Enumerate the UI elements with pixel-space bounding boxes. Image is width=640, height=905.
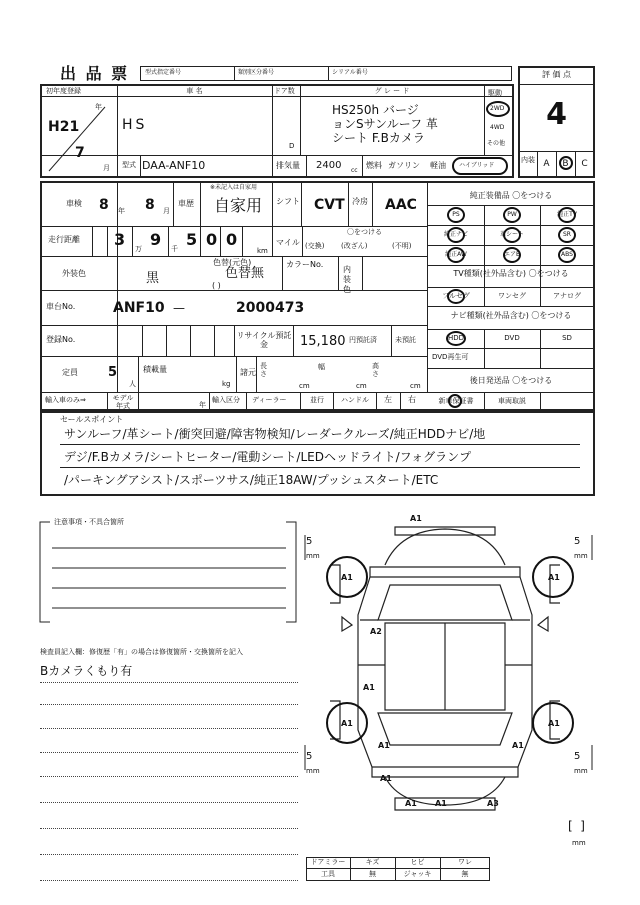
top-code-strip [140, 66, 512, 81]
capacity-label: 定員 [62, 368, 78, 377]
interior-grade-a: A [543, 159, 550, 169]
mileage-digit-2: 9 [150, 230, 162, 249]
shaken-month: 8 [145, 197, 155, 213]
damage-rear-panel: A1 [380, 774, 392, 783]
shaken-month-unit: 月 [163, 207, 170, 215]
mileage-digit-4: 0 [206, 230, 218, 249]
drive-other: その他 [487, 140, 506, 147]
interior-color-label: 内装色 [343, 265, 351, 294]
load-label: 積載量 [143, 365, 167, 374]
capacity-value: 5 [108, 365, 118, 380]
acc-jack-value: 無 [461, 870, 469, 878]
navi-hdd-circle [446, 331, 466, 346]
sales-point-line-1: サンルーフ/革シート/衝突回避/障害物検知/レーダークルーズ/純正HDDナビ/地 [64, 427, 486, 441]
km-unit: km [257, 247, 268, 255]
yen-deposited: 円預託済 [349, 336, 377, 344]
interior-grade-c: C [581, 159, 588, 169]
model-year-suffix: 年 [199, 401, 206, 409]
later-manual: 車両取説 [498, 397, 526, 405]
shift-value: CVT [314, 197, 345, 213]
interior-label: 内装 [521, 156, 535, 164]
interior-grade-b-circle [559, 156, 573, 170]
tread-rear-right: 5 [574, 751, 581, 762]
score-value: 4 [546, 97, 567, 132]
import-label: 輸入車のみ⇒ [45, 396, 86, 404]
damage-rear-left: A1 [378, 741, 390, 750]
handle-label: ハンドル [341, 396, 369, 404]
mark-note: 〇をつける [347, 228, 382, 236]
caution-title: 注意事項・不具合箇所 [54, 518, 124, 526]
later-title: 後日発送品 〇をつける [469, 376, 553, 385]
displacement-value: 2400 [316, 160, 342, 171]
acc-jack: ジャッキ [403, 870, 432, 878]
mileage-digit-3: 5 [186, 230, 198, 249]
later-warranty: 新車保証書 [438, 397, 474, 405]
equip-abs-circle [558, 247, 576, 263]
acc-mirror: ドアミラー [310, 858, 346, 866]
history-note: ※未記入は自家用 [210, 184, 258, 191]
chassis-number: 2000473 [236, 300, 305, 316]
damage-bumper-2: A1 [435, 799, 447, 808]
tv-fullseg: フルセグ [442, 292, 470, 300]
damage-fl-wheel: A1 [341, 573, 353, 582]
reg-no-label: 登録No. [46, 335, 76, 344]
recolor-value: 色替無 [225, 266, 265, 281]
damage-rr-wheel: A1 [548, 719, 560, 728]
acc-tools: 工具 [321, 870, 335, 878]
later-warranty-circle [448, 394, 462, 408]
drive-label: 駆動 [488, 89, 502, 97]
mileage-label: 走行距離 [48, 235, 80, 244]
history-label: 車歴 [178, 199, 194, 208]
car-name-label: 車 名 [186, 87, 203, 95]
not-deposited: 未預託 [395, 336, 416, 344]
tread-front-left-unit: mm [306, 552, 320, 560]
navi-title: ナビ種類(社外品含む) 〇をつける [450, 311, 572, 320]
chassis-dash: — [173, 301, 185, 315]
shaken-year: 8 [99, 197, 109, 213]
import-type-label: 輸入区分 [212, 396, 240, 404]
man-unit: 万 [135, 245, 142, 253]
form-title: 出 品 票 [60, 64, 130, 83]
ac-label: 冷房 [352, 197, 368, 206]
recolor-label: 色替(元色) [213, 258, 252, 267]
tread-rear-right-unit: mm [574, 767, 588, 775]
acc-scratch: キズ [365, 858, 380, 866]
chassis-label: 車台No. [46, 302, 76, 311]
recolor-paren: ( ) [212, 281, 221, 290]
equip-leather: 革シート [499, 231, 524, 238]
grade-line-2: ョンSサンルーフ 革 [332, 117, 438, 131]
tv-title: TV種類(社外品含む) 〇をつける [453, 269, 569, 278]
tread-spare-unit: mm [572, 839, 586, 847]
tv-oneseg: ワンセグ [498, 292, 526, 300]
mile-label: マイル [276, 238, 300, 247]
model-value: DAA-ANF10 [142, 159, 206, 172]
exchanged-label: (交換) [305, 242, 325, 250]
damage-roof-front: A1 [410, 514, 422, 523]
equip-ps: PS [452, 211, 460, 218]
sen-unit: 千 [171, 245, 178, 253]
acc-crack: ヒビ [410, 858, 425, 866]
drive-2wd-circle [486, 101, 510, 117]
tread-spare-bracket: [ ] [568, 819, 585, 833]
equip-abs: ABS [561, 251, 573, 258]
width-label: 幅 [318, 363, 325, 371]
equip-airbag: エアB [503, 251, 521, 258]
tread-rear-left: 5 [306, 751, 313, 762]
damage-bumper-3: A3 [487, 799, 499, 808]
equip-sr: SR [563, 231, 571, 238]
navi-dvd: DVD [504, 334, 520, 342]
fuel-gasoline: ガソリン [388, 161, 420, 170]
year-mark: 年 [95, 103, 102, 111]
acc-tools-value: 無 [369, 870, 376, 878]
inspector-title: 検査員記入欄：修復歴「有」の場合は修復箇所・交換箇所を記入 [40, 648, 243, 656]
grade-label: グ レ ー ド [374, 87, 410, 95]
tv-analog: アナログ [553, 292, 581, 300]
navi-sd: SD [562, 334, 572, 342]
acc-break: ワレ [458, 858, 472, 866]
exterior-value: 黒 [146, 271, 160, 286]
doors-label: ドア数 [274, 87, 295, 95]
grade-line-1: HS250h バージ [332, 103, 419, 117]
height-cm-unit: cm [410, 382, 421, 390]
navi-hdd: HDD [447, 334, 465, 342]
category-label: 類別区分番号 [238, 69, 275, 76]
dealer-label: ディーラー [252, 396, 287, 404]
equip-aw-circle [447, 247, 465, 263]
first-reg-year: H21 [48, 119, 80, 135]
damage-left-rear: A1 [363, 683, 375, 692]
model-year-label: モデル年式 [112, 394, 134, 410]
cc-unit: cc [351, 167, 358, 174]
caution-area [38, 514, 298, 626]
width-cm-unit: cm [356, 382, 367, 390]
mileage-digit-1: 3 [114, 230, 126, 249]
sales-point-line-3: /パーキングアシスト/スポーツサス/純正18AW/プッシュスタート/ETC [64, 473, 439, 487]
recycle-value: 15,180 [300, 334, 346, 349]
car-damage-diagram [300, 505, 600, 880]
damage-front-left-door: A2 [370, 627, 382, 636]
fuel-light-oil: 軽油 [430, 161, 446, 170]
parallel-label: 並行 [310, 396, 324, 404]
height-label: 高さ [372, 362, 379, 378]
drive-4wd: 4WD [490, 124, 505, 131]
exterior-label: 外装色 [62, 269, 86, 278]
damage-bumper-1: A1 [405, 799, 417, 808]
dvd-playback-label: DVD再生可 [432, 353, 469, 361]
equipment-title: 純正装備品 〇をつける [469, 191, 553, 200]
damage-rl-wheel: A1 [341, 719, 353, 728]
damage-rear-right: A1 [512, 741, 524, 750]
equip-sr-circle [558, 227, 576, 243]
mileage-digit-5: 0 [226, 230, 238, 249]
equip-aw: 純正AW [445, 251, 467, 258]
kg-unit: kg [222, 380, 231, 388]
history-value: 自家用 [214, 196, 263, 215]
first-reg-label: 初年度登録 [46, 87, 81, 95]
recycle-label: リサイクル預託金 [236, 331, 292, 349]
fuel-label: 燃料 [366, 161, 382, 170]
car-name-value: HS [122, 117, 148, 133]
equip-airbag-circle [503, 247, 521, 263]
tread-rear-left-unit: mm [306, 767, 320, 775]
drive-2wd: 2WD [490, 105, 505, 112]
grade-line-3: シート F.Bカメラ [332, 131, 425, 145]
tread-front-right-unit: mm [574, 552, 588, 560]
equip-tv: 純正TV [557, 211, 577, 218]
dimensions-label: 諸元 [240, 368, 256, 377]
inspector-text: Bカメラくもり有 [40, 664, 133, 678]
interior-grade-b: B [562, 159, 569, 169]
tread-front-right: 5 [574, 536, 581, 547]
equip-pw: PW [507, 211, 517, 218]
month-mark: 月 [103, 164, 110, 172]
sales-points-title: セールスポイント [60, 415, 124, 424]
equip-navi-circle [447, 227, 465, 243]
tread-front-left: 5 [306, 536, 313, 547]
shift-label: シフト [276, 197, 300, 206]
handle-right: 右 [408, 395, 416, 404]
first-reg-month: 7 [75, 145, 85, 161]
equip-tv-circle [558, 207, 576, 223]
damage-fr-wheel: A1 [548, 573, 560, 582]
shaken-year-unit: 年 [118, 207, 125, 215]
sales-point-line-2: デジ/F.Bカメラ/シートヒーター/電動シート/LEDヘッドライト/フォグランプ [64, 450, 472, 464]
tv-fullseg-circle [447, 289, 465, 304]
length-cm-unit: cm [299, 382, 310, 390]
length-label: 長さ [260, 362, 267, 378]
displacement-label: 排気量 [276, 161, 300, 170]
color-no-label: カラーNo. [286, 260, 324, 269]
handle-left: 左 [384, 395, 392, 404]
fuel-hybrid: ハイブリッド [459, 162, 495, 169]
unknown-label: (不明) [392, 242, 412, 250]
ac-value: AAC [385, 197, 417, 213]
equip-ps-circle [447, 207, 465, 223]
equip-leather-circle [503, 227, 521, 243]
shaken-label: 車検 [66, 199, 82, 208]
altered-label: (改ざん) [341, 242, 368, 250]
equip-navi: 純正ナビ [443, 231, 468, 238]
chassis-prefix: ANF10 [113, 300, 165, 316]
model-code-label: 型式指定番号 [145, 69, 182, 76]
equip-pw-circle [503, 207, 521, 223]
person-unit: 人 [129, 380, 136, 388]
fuel-hybrid-circle [452, 157, 508, 175]
model-label: 型式 [122, 161, 136, 169]
doors-value: D [289, 142, 295, 150]
score-label: 評 価 点 [541, 70, 572, 79]
serial-label: シリアル番号 [332, 69, 368, 76]
